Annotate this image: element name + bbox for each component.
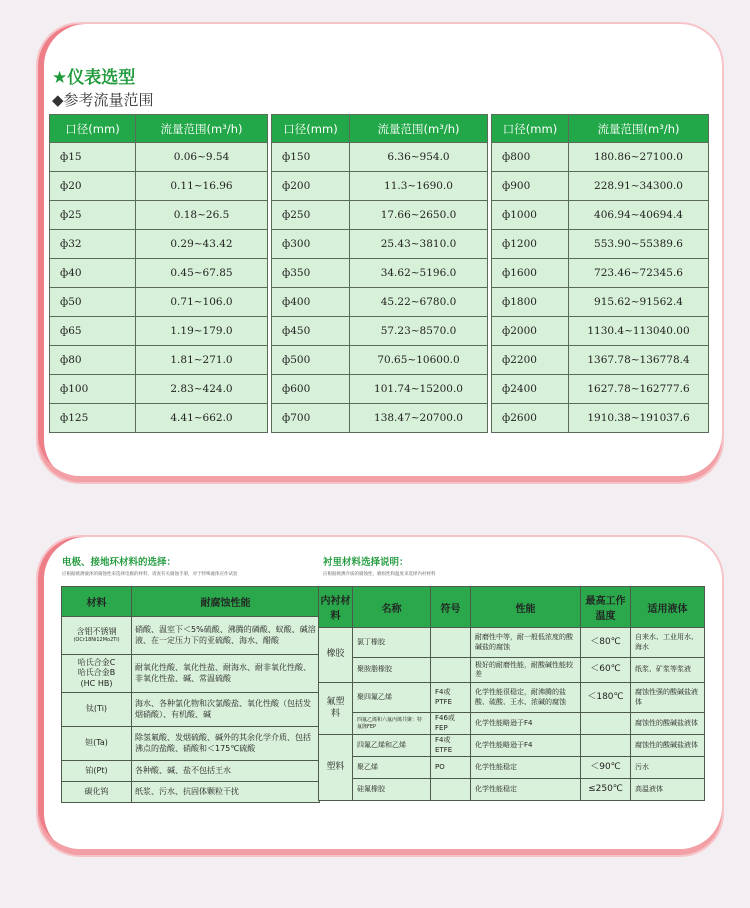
table-row [319, 757, 705, 779]
diameter-cell: ф80 [50, 346, 136, 375]
lining-name-cell: 聚乙烯 [353, 757, 431, 779]
flow-range-cell: 45.22~6780.0 [350, 288, 488, 317]
flow-range-cell: 0.11~16.96 [136, 172, 268, 201]
material-name-cell [62, 693, 132, 727]
diameter-cell: ф900 [492, 172, 569, 201]
lining-perf-cell: 化学性能很稳定，耐沸腾的盐酸、硫酸、王水、浓碱的腐蚀 [471, 683, 581, 713]
header-flow-range: 流量范围(m³/h) [350, 115, 488, 143]
flow-range-cell: 11.3~1690.0 [350, 172, 488, 201]
diameter-cell: ф2600 [492, 404, 569, 433]
lining-name-cell: 氯丁橡胶 [353, 628, 431, 658]
lining-material-title: 衬里材料选择说明： [323, 557, 409, 568]
lining-symbol-cell: F46或FEP [431, 713, 471, 735]
header-symbol: 符号 [431, 587, 471, 628]
lining-group-cell: 橡胶 [319, 628, 353, 683]
header-diameter: 口径(mm) [50, 115, 136, 143]
lining-name-cell: 四氟乙烯和六氟丙烯共聚：特氟隆FEP [353, 713, 431, 735]
lining-perf-cell: 极好的耐磨性能，耐酸碱性能较差 [471, 658, 581, 683]
diameter-cell: ф150 [272, 143, 350, 172]
lining-symbol-cell [431, 658, 471, 683]
diameter-cell: ф450 [272, 317, 350, 346]
lining-material-note: 应根据被测介质的腐蚀性、磨损性和温度来选择内衬材料 [323, 572, 436, 577]
diameter-cell: ф500 [272, 346, 350, 375]
header-diameter: 口径(mm) [492, 115, 569, 143]
header-name: 名称 [353, 587, 431, 628]
material-name: 碳化钨 [84, 786, 109, 796]
lining-fluid-cell: 腐蚀性的酸碱盐液体 [631, 735, 705, 757]
table-row [319, 735, 705, 757]
table-row [62, 782, 320, 803]
header-lining: 内衬材料 [319, 587, 353, 628]
flow-range-cell: 1910.38~191037.6 [569, 404, 709, 433]
diameter-cell: ф350 [272, 259, 350, 288]
material-name: 含钼不锈钢 [76, 627, 117, 637]
flow-range-cell: 1.19~179.0 [136, 317, 268, 346]
lining-temp-cell [581, 735, 631, 757]
lining-fluid-cell: 腐蚀性的酸碱盐液体 [631, 713, 705, 735]
diameter-cell: ф2000 [492, 317, 569, 346]
diameter-cell: ф40 [50, 259, 136, 288]
diameter-cell: ф32 [50, 230, 136, 259]
header-diameter: 口径(mm) [272, 115, 350, 143]
flow-range-cell: 1130.4~113040.00 [569, 317, 709, 346]
lining-symbol-cell: F4或ETFE [431, 735, 471, 757]
lining-material-table [318, 586, 705, 801]
diameter-cell: ф700 [272, 404, 350, 433]
flow-range-cell: 723.46~72345.6 [569, 259, 709, 288]
flow-range-cell: 34.62~5196.0 [350, 259, 488, 288]
diameter-cell: ф400 [272, 288, 350, 317]
table-row [50, 288, 709, 317]
header-applicable-fluid: 适用液体 [631, 587, 705, 628]
diameter-cell: ф125 [50, 404, 136, 433]
electrode-material-note: 应根据被测液体的腐蚀性来选择电极的材料，请查有关腐蚀手册，对于特殊液体应作试验 [62, 572, 238, 577]
material-name: 钛(Ti) [85, 704, 108, 714]
diameter-cell: ф65 [50, 317, 136, 346]
electrode-material-title: 电极、接地环材料的选择： [62, 557, 177, 568]
flow-range-cell: 25.43~3810.0 [350, 230, 488, 259]
flow-table-header [50, 115, 709, 143]
header-material: 材料 [62, 587, 132, 617]
table-row [62, 655, 320, 693]
header-corrosion-resistance: 耐腐蚀性能 [132, 587, 320, 617]
flow-range-cell: 2.83~424.0 [136, 375, 268, 404]
diameter-cell: ф300 [272, 230, 350, 259]
material-name: 钽(Ta) [85, 738, 108, 748]
diameter-cell: ф20 [50, 172, 136, 201]
table-row [50, 143, 709, 172]
flow-range-subtitle: ◆参考流量范围 [52, 91, 154, 109]
lining-temp-cell: ＜80℃ [581, 628, 631, 658]
lining-fluid-cell: 纸浆、矿浆等浆液 [631, 658, 705, 683]
lining-temp-cell: ≤250℃ [581, 779, 631, 801]
lining-fluid-cell: 污水 [631, 757, 705, 779]
table-row [50, 404, 709, 433]
diameter-cell: ф600 [272, 375, 350, 404]
electrode-material-table [61, 586, 320, 803]
flow-range-cell: 1.81~271.0 [136, 346, 268, 375]
table-row [62, 617, 320, 655]
lining-name-cell: 聚胺脂橡胶 [353, 658, 431, 683]
lining-perf-cell: 化学性能略逊于F4 [471, 735, 581, 757]
flow-range-cell: 6.36~954.0 [350, 143, 488, 172]
table-row [62, 761, 320, 782]
lining-name-cell: 聚四氟乙烯 [353, 683, 431, 713]
lining-temp-cell: ＜60℃ [581, 658, 631, 683]
flow-range-cell: 180.86~27100.0 [569, 143, 709, 172]
flow-range-cell: 57.23~8570.0 [350, 317, 488, 346]
flow-range-cell: 101.74~15200.0 [350, 375, 488, 404]
diameter-cell: ф800 [492, 143, 569, 172]
table-row [50, 259, 709, 288]
flow-range-cell: 0.45~67.85 [136, 259, 268, 288]
header-flow-range: 流量范围(m³/h) [136, 115, 268, 143]
lining-temp-cell: ＜180℃ [581, 683, 631, 713]
header-flow-range: 流量范围(m³/h) [569, 115, 709, 143]
flow-range-cell: 915.62~91562.4 [569, 288, 709, 317]
lining-temp-cell: ＜90℃ [581, 757, 631, 779]
diameter-cell: ф2200 [492, 346, 569, 375]
material-name-cell [62, 761, 132, 782]
diameter-cell: ф1600 [492, 259, 569, 288]
flow-range-cell: 70.65~10600.0 [350, 346, 488, 375]
flow-range-cell: 1367.78~136778.4 [569, 346, 709, 375]
lining-temp-cell [581, 713, 631, 735]
diameter-cell: ф100 [50, 375, 136, 404]
flow-range-table [49, 114, 709, 433]
table-row [319, 658, 705, 683]
lining-perf-cell: 化学性能稳定 [471, 757, 581, 779]
lining-group-cell: 塑料 [319, 735, 353, 801]
table-row [319, 683, 705, 713]
diameter-cell: ф1200 [492, 230, 569, 259]
lining-perf-cell: 耐磨性中等，耐一般低浓度的酸碱盐的腐蚀 [471, 628, 581, 658]
table-row [62, 693, 320, 727]
flow-range-cell: 0.71~106.0 [136, 288, 268, 317]
table-row [50, 375, 709, 404]
diameter-cell: ф25 [50, 201, 136, 230]
flow-range-cell: 0.29~43.42 [136, 230, 268, 259]
header-max-temp: 最高工作温度 [581, 587, 631, 628]
table-row [319, 628, 705, 658]
flow-range-cell: 4.41~662.0 [136, 404, 268, 433]
lining-name-cell: 硅氟橡胶 [353, 779, 431, 801]
lining-fluid-cell: 腐蚀性强的酸碱盐液体 [631, 683, 705, 713]
diameter-cell: ф250 [272, 201, 350, 230]
lining-fluid-cell: 自来水、工业用水、海水 [631, 628, 705, 658]
lining-symbol-cell [431, 779, 471, 801]
corrosion-resistance-cell: 耐氧化性酸、氧化性盐、耐海水、耐非氧化性酸、非氧化性盐、碱、常温硫酸 [132, 655, 320, 693]
flow-range-cell: 138.47~20700.0 [350, 404, 488, 433]
instrument-selection-title: ★仪表选型 [52, 68, 136, 88]
flow-range-cell: 0.06~9.54 [136, 143, 268, 172]
material-name-cell [62, 655, 132, 693]
material-grade: (OCr18Ni12Mo2Ti) [73, 637, 120, 644]
flow-range-cell: 228.91~34300.0 [569, 172, 709, 201]
diameter-cell: ф2400 [492, 375, 569, 404]
diameter-cell: ф15 [50, 143, 136, 172]
diameter-cell: ф50 [50, 288, 136, 317]
table-row [50, 317, 709, 346]
material-name-cell [62, 782, 132, 803]
lining-group-cell: 氟塑料 [319, 683, 353, 735]
flow-range-cell: 0.18~26.5 [136, 201, 268, 230]
material-name-cell [62, 617, 132, 655]
table-row [50, 230, 709, 259]
table-row [62, 727, 320, 761]
lining-symbol-cell: PO [431, 757, 471, 779]
diameter-cell: ф1000 [492, 201, 569, 230]
corrosion-resistance-cell: 各种酸、碱、盐不包括王水 [132, 761, 320, 782]
table-row [319, 779, 705, 801]
flow-range-cell: 17.66~2650.0 [350, 201, 488, 230]
lining-symbol-cell: F4或PTFE [431, 683, 471, 713]
material-name: 铂(Pt) [85, 765, 108, 775]
flow-range-cell: 406.94~40694.4 [569, 201, 709, 230]
material-name-cell [62, 727, 132, 761]
corrosion-resistance-cell: 纸浆、污水、抗固体颗粒干扰 [132, 782, 320, 803]
table-row [50, 172, 709, 201]
flow-range-cell: 1627.78~162777.6 [569, 375, 709, 404]
header-performance: 性能 [471, 587, 581, 628]
lining-perf-cell: 化学性能稳定 [471, 779, 581, 801]
corrosion-resistance-cell: 除氢氟酸、发烟硫酸、碱外的其余化学介质、包括沸点的盐酸、硝酸和＜175℃硫酸 [132, 727, 320, 761]
table-row [50, 201, 709, 230]
lining-name-cell: 四氟乙烯和乙烯 [353, 735, 431, 757]
lining-perf-cell: 化学性能略逊于F4 [471, 713, 581, 735]
lining-fluid-cell: 高温液体 [631, 779, 705, 801]
table-row [50, 346, 709, 375]
diameter-cell: ф1800 [492, 288, 569, 317]
flow-range-cell: 553.90~55389.6 [569, 230, 709, 259]
corrosion-resistance-cell: 海水、各种氯化物和次氯酸盐、氧化性酸（包括发烟硝酸）、有机酸、碱 [132, 693, 320, 727]
corrosion-resistance-cell: 硝酸、温室下＜5%硫酸、沸腾的磷酸、蚁酸、碱溶液、在一定压力下的亚硫酸、海水、醋酸 [132, 617, 320, 655]
lining-symbol-cell [431, 628, 471, 658]
diameter-cell: ф200 [272, 172, 350, 201]
table-row [319, 713, 705, 735]
material-name: 哈氏合金C 哈氏合金B (HC HB) [77, 657, 116, 688]
